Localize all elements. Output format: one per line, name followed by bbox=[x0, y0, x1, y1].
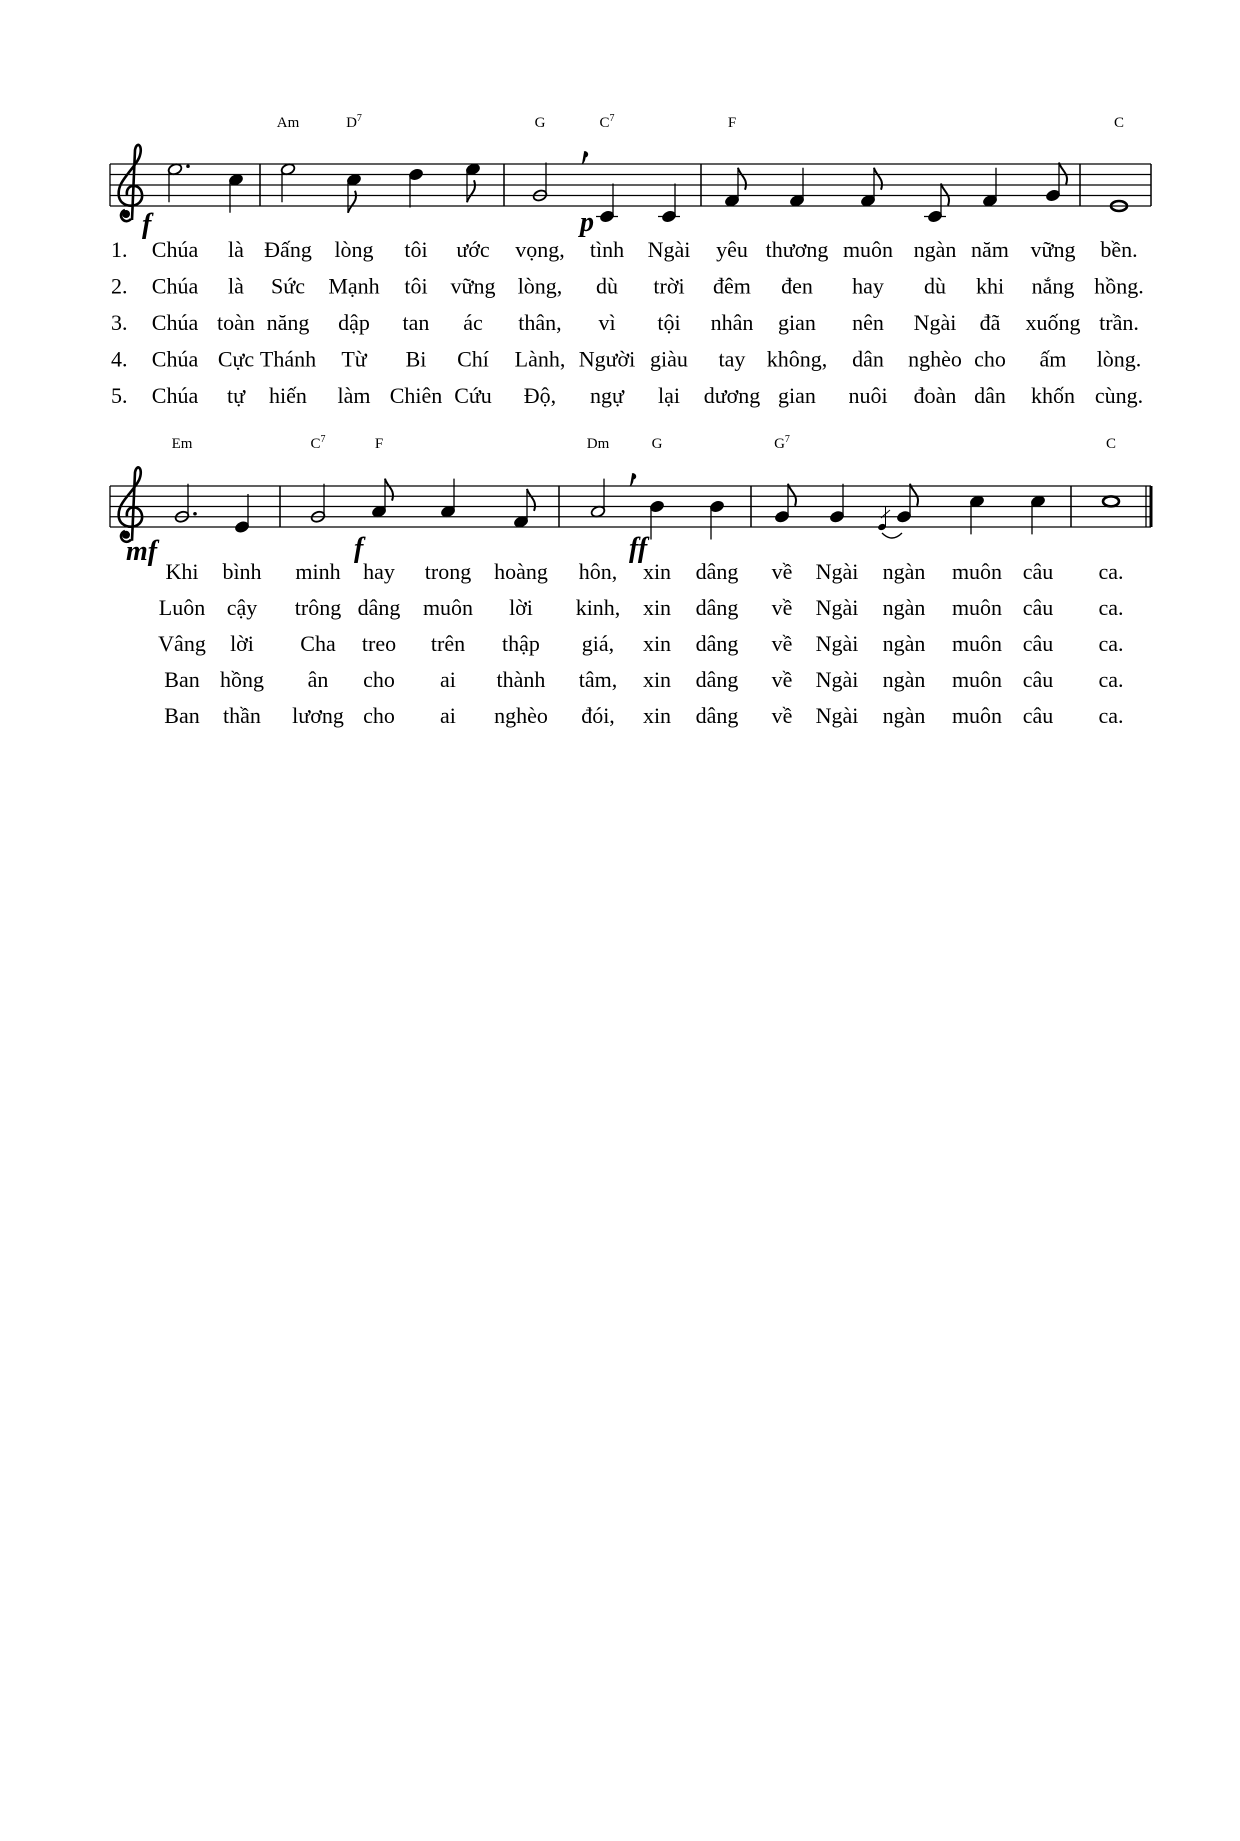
lyric-syllable: dâng bbox=[695, 631, 739, 656]
dynamic-marking: p bbox=[580, 207, 594, 238]
lyric-syllable: muôn bbox=[951, 703, 1003, 728]
lyric-syllable: thần bbox=[223, 703, 261, 728]
chord-symbol bbox=[587, 436, 610, 452]
lyric-syllable: hôn, bbox=[578, 559, 618, 584]
note-E4-quarter bbox=[234, 494, 250, 534]
lyric-syllable: vọng, bbox=[515, 237, 565, 262]
lyric-syllable: Ngài bbox=[815, 703, 859, 728]
lyric-syllable: dù bbox=[596, 273, 618, 299]
lyric-syllable: Bi bbox=[405, 346, 427, 372]
lyric-syllable: tội bbox=[657, 310, 681, 335]
lyric-syllable: trông bbox=[294, 595, 342, 620]
chord-symbol bbox=[1114, 115, 1124, 131]
lyric-syllable: lòng, bbox=[517, 273, 563, 299]
dynamic-marking: f bbox=[142, 209, 152, 240]
note-G4-quarter bbox=[829, 484, 845, 524]
dynamic-marking: mf bbox=[126, 536, 158, 567]
eighth-flag bbox=[467, 180, 475, 202]
note-D5-quarter bbox=[408, 168, 424, 208]
grace-slur bbox=[882, 533, 902, 538]
verse-number: 1. bbox=[111, 237, 128, 262]
chord-extension: 7 bbox=[320, 434, 326, 445]
lyric-syllable: dâng bbox=[695, 667, 739, 692]
chord-symbol bbox=[172, 436, 193, 452]
verse-number: 4. bbox=[111, 346, 128, 372]
lyric-syllable: tình bbox=[589, 237, 625, 262]
chord-extension: 7 bbox=[609, 113, 615, 124]
note-C5-quarter bbox=[228, 173, 244, 213]
note-F4-eighth bbox=[860, 168, 882, 208]
lyric-syllable: câu bbox=[1022, 667, 1054, 692]
lyric-syllable: xin bbox=[642, 631, 672, 656]
lyric-syllable: tan bbox=[402, 310, 430, 335]
eighth-flag bbox=[527, 489, 535, 511]
lyric-syllable: muôn bbox=[951, 631, 1003, 656]
lyric-syllable: ước bbox=[456, 237, 490, 262]
lyric-syllable: năng bbox=[266, 310, 310, 335]
lyric-syllable: về bbox=[771, 559, 793, 584]
chord-root: C bbox=[310, 436, 321, 452]
lyric-syllable: xin bbox=[642, 667, 672, 692]
lyric-syllable: là bbox=[228, 237, 244, 262]
lyric-syllable: thập bbox=[502, 631, 540, 656]
lyric-syllable: Luôn bbox=[158, 595, 206, 620]
lyric-syllable: giá, bbox=[581, 631, 615, 656]
lyric-syllable: hay bbox=[363, 559, 395, 584]
lyric-syllable: vững bbox=[1030, 237, 1076, 262]
lyric-syllable: ai bbox=[440, 703, 456, 728]
lyric-syllable: dập bbox=[338, 310, 370, 335]
lyric-syllable: ngàn bbox=[882, 703, 926, 728]
lyric-syllable: Lành, bbox=[514, 346, 566, 372]
lyric-syllable: Chúa bbox=[151, 310, 199, 335]
lyric-syllable: ca. bbox=[1098, 667, 1124, 692]
lyric-syllable: về bbox=[771, 631, 793, 656]
lyric-syllable: tôi bbox=[404, 237, 428, 262]
chord-root: D bbox=[346, 115, 357, 131]
augmentation-dot bbox=[193, 512, 197, 516]
lyric-syllable: Chúa bbox=[151, 237, 199, 262]
lyric-syllable: lương bbox=[292, 703, 344, 728]
chord-root: C bbox=[1113, 115, 1125, 131]
lyric-syllable: dâng bbox=[695, 595, 739, 620]
notehead-whole bbox=[1103, 496, 1119, 506]
eighth-flag bbox=[910, 484, 918, 506]
note-G4-eighth bbox=[1045, 163, 1067, 203]
lyric-syllable: cho bbox=[974, 346, 1006, 372]
verse-1-1 bbox=[111, 237, 1138, 262]
lyric-syllable: làm bbox=[337, 383, 371, 408]
note-C4-quarter bbox=[658, 184, 680, 224]
lyric-syllable: thương bbox=[765, 237, 829, 262]
lyric-syllable: Ngài bbox=[815, 595, 859, 620]
lyric-syllable: dâng bbox=[695, 559, 739, 584]
lyric-syllable: cậy bbox=[226, 595, 258, 620]
lyric-syllable: nghèo bbox=[494, 703, 548, 728]
lyric-syllable: ca. bbox=[1098, 595, 1124, 620]
chord-symbol bbox=[310, 434, 325, 452]
verse-1-3 bbox=[111, 310, 1139, 335]
augmentation-dot bbox=[186, 164, 190, 168]
lyric-syllable: không, bbox=[766, 346, 828, 372]
dynamic-marking: ff bbox=[629, 533, 648, 564]
lyric-syllable: về bbox=[771, 703, 793, 728]
chord-symbol bbox=[277, 115, 300, 131]
lyric-syllable: toàn bbox=[217, 310, 255, 335]
eighth-flag bbox=[738, 168, 746, 190]
lyric-syllable: nhân bbox=[710, 310, 754, 335]
lyric-syllable: ca. bbox=[1098, 631, 1124, 656]
chord-root: Em bbox=[171, 436, 193, 452]
note-G4-half bbox=[310, 484, 326, 524]
lyric-syllable: vững bbox=[450, 273, 496, 299]
chord-root: G bbox=[774, 436, 785, 452]
lyric-syllable: gian bbox=[778, 383, 816, 408]
lyric-syllable: hay bbox=[852, 273, 884, 299]
note-C4-quarter bbox=[596, 184, 618, 224]
lyric-syllable: dù bbox=[924, 273, 946, 299]
chord-symbol bbox=[774, 434, 790, 452]
lyric-syllable: xin bbox=[642, 559, 672, 584]
note-C5-eighth bbox=[346, 173, 362, 213]
lyric-syllable: tay bbox=[718, 346, 746, 372]
treble-clef-icon bbox=[119, 145, 142, 221]
lyric-syllable: khi bbox=[975, 273, 1005, 299]
lyric-syllable: Ban bbox=[164, 703, 200, 728]
lyric-syllable: Cứu bbox=[454, 383, 492, 408]
lyric-syllable: câu bbox=[1022, 559, 1054, 584]
eighth-flag bbox=[874, 168, 882, 190]
treble-clef-icon bbox=[119, 467, 142, 541]
lyric-syllable: đói, bbox=[581, 703, 615, 728]
note-C4-eighth bbox=[924, 184, 949, 224]
lyric-syllable: Ngài bbox=[913, 310, 957, 335]
lyric-syllable: Chiên bbox=[389, 383, 443, 408]
lyric-syllable: ân bbox=[307, 667, 329, 692]
lyric-syllable: hoàng bbox=[494, 559, 548, 584]
lyric-syllable: Độ, bbox=[523, 383, 557, 408]
lyric-syllable: Ngài bbox=[815, 559, 859, 584]
eighth-flag bbox=[788, 484, 796, 506]
verse-2-2 bbox=[159, 595, 1124, 620]
lyric-syllable: ngàn bbox=[882, 667, 926, 692]
lyric-syllable: cho bbox=[363, 667, 395, 692]
eighth-flag bbox=[1059, 163, 1067, 185]
lyric-syllable: xuống bbox=[1025, 310, 1081, 335]
lyric-syllable: Ban bbox=[164, 667, 200, 692]
note-F4-quarter bbox=[789, 168, 805, 208]
note-E5-eighth bbox=[465, 163, 481, 203]
verse-2-5 bbox=[164, 703, 1123, 728]
lyric-syllable: đêm bbox=[713, 273, 751, 299]
lyric-syllable: muôn bbox=[951, 667, 1003, 692]
lyric-syllable: trong bbox=[424, 559, 472, 584]
chord-root: G bbox=[651, 436, 663, 452]
lyric-syllable: Người bbox=[578, 346, 636, 372]
lyric-syllable: treo bbox=[361, 631, 397, 656]
lyric-syllable: bền. bbox=[1100, 237, 1138, 262]
lyric-syllable: ca. bbox=[1098, 703, 1124, 728]
chord-symbol bbox=[1106, 436, 1116, 452]
lyric-syllable: tâm, bbox=[578, 667, 618, 692]
lyric-syllable: Từ bbox=[341, 346, 367, 372]
lyric-syllable: giàu bbox=[650, 346, 688, 372]
lyric-syllable: muôn bbox=[951, 595, 1003, 620]
lyric-syllable: yêu bbox=[716, 237, 748, 262]
note-F4-quarter bbox=[982, 168, 998, 208]
verse-1-5 bbox=[111, 383, 1143, 408]
lyric-syllable: nghèo bbox=[908, 346, 962, 372]
lyric-syllable: đen bbox=[781, 273, 813, 299]
lyric-syllable: Đấng bbox=[264, 237, 312, 262]
verse-2-4 bbox=[164, 667, 1123, 692]
chord-root: Am bbox=[276, 115, 300, 131]
lyric-syllable: ngự bbox=[590, 383, 624, 408]
note-C5-quarter bbox=[969, 495, 985, 535]
eighth-flag bbox=[348, 191, 356, 213]
lyric-syllable: Cực bbox=[217, 346, 255, 372]
dynamic-marking: f bbox=[354, 533, 364, 564]
lyric-syllable: ác bbox=[463, 310, 483, 335]
lyric-syllable: năm bbox=[971, 237, 1009, 262]
lyric-syllable: nuôi bbox=[848, 383, 888, 408]
lyric-syllable: vì bbox=[598, 310, 616, 335]
lyric-syllable: Chúa bbox=[151, 383, 199, 408]
chord-extension: 7 bbox=[356, 113, 362, 124]
lyric-syllable: cùng. bbox=[1094, 383, 1144, 408]
lyric-syllable: lòng. bbox=[1096, 346, 1142, 372]
lyric-syllable: Chúa bbox=[151, 346, 199, 372]
note-G4-half bbox=[532, 152, 587, 202]
lyric-syllable: dân bbox=[852, 346, 884, 372]
staff-system-1 bbox=[110, 113, 1151, 408]
verse-1-4 bbox=[111, 347, 1141, 372]
chord-symbol bbox=[375, 436, 383, 452]
lyric-syllable: câu bbox=[1022, 595, 1054, 620]
lyric-syllable: dâng bbox=[695, 703, 739, 728]
lyric-syllable: ai bbox=[440, 667, 456, 692]
lyric-syllable: Thánh bbox=[259, 346, 317, 372]
chord-extension: 7 bbox=[784, 434, 790, 445]
lyric-syllable: muôn bbox=[842, 237, 894, 262]
lyric-syllable: gian bbox=[778, 310, 816, 335]
lyric-syllable: bình bbox=[222, 559, 262, 584]
note-G4-eighth bbox=[877, 484, 918, 538]
lyric-syllable: dân bbox=[974, 383, 1006, 408]
lyric-syllable: Chí bbox=[457, 346, 489, 372]
lyric-syllable: câu bbox=[1022, 631, 1054, 656]
lyric-syllable: tự bbox=[226, 383, 246, 408]
lyric-syllable: thành bbox=[496, 667, 546, 692]
lyric-syllable: là bbox=[228, 273, 244, 299]
lyric-syllable: Sức bbox=[271, 273, 305, 299]
lyric-syllable: Mạnh bbox=[328, 273, 380, 299]
lyric-syllable: ấm bbox=[1039, 346, 1067, 372]
chord-symbol bbox=[728, 115, 736, 131]
lyric-syllable: hiến bbox=[269, 383, 307, 408]
lyric-syllable: ngàn bbox=[882, 595, 926, 620]
verse-2-3 bbox=[158, 631, 1123, 656]
verse-number: 2. bbox=[111, 273, 128, 299]
chord-root: Dm bbox=[586, 436, 610, 452]
chord-symbol bbox=[652, 436, 663, 452]
lyric-syllable: hồng. bbox=[1094, 273, 1144, 299]
lyric-syllable: về bbox=[771, 667, 793, 692]
lyric-syllable: xin bbox=[642, 703, 672, 728]
verse-number: 3. bbox=[111, 310, 128, 335]
lyric-syllable: câu bbox=[1022, 703, 1054, 728]
lyric-syllable: ca. bbox=[1098, 559, 1124, 584]
lyric-syllable: Ngài bbox=[815, 667, 859, 692]
lyric-syllable: dâng bbox=[357, 595, 401, 620]
lyric-syllable: Khi bbox=[165, 559, 199, 584]
lyric-syllable: thân, bbox=[518, 310, 562, 335]
lyric-syllable: hồng bbox=[220, 667, 264, 692]
lyric-syllable: Chúa bbox=[151, 273, 199, 299]
verse-2-1 bbox=[166, 559, 1124, 584]
staff-system-2 bbox=[110, 434, 1151, 728]
lyric-syllable: lời bbox=[509, 595, 533, 620]
lyric-syllable: lời bbox=[230, 631, 254, 656]
chord-symbol bbox=[599, 113, 614, 131]
lyric-syllable: ngàn bbox=[913, 237, 957, 262]
lyric-syllable: Cha bbox=[300, 631, 336, 656]
chord-root: F bbox=[727, 115, 737, 131]
lyric-syllable: lòng bbox=[334, 237, 374, 262]
lyric-syllable: đoàn bbox=[913, 383, 957, 408]
chord-root: C bbox=[1105, 436, 1117, 452]
lyric-syllable: nắng bbox=[1031, 273, 1075, 299]
lyric-syllable: ngàn bbox=[882, 631, 926, 656]
lyric-syllable: tôi bbox=[404, 273, 428, 299]
note-C5-whole bbox=[1103, 496, 1119, 506]
breath-mark-icon bbox=[582, 152, 588, 164]
note-E5-half bbox=[167, 163, 190, 203]
note-G4-half bbox=[174, 484, 197, 524]
eighth-flag bbox=[941, 184, 949, 206]
eighth-flag bbox=[385, 479, 393, 501]
lyric-syllable: lại bbox=[658, 383, 680, 408]
lyric-syllable: trên bbox=[430, 631, 466, 656]
lyric-syllable: muôn bbox=[422, 595, 474, 620]
breath-mark-icon bbox=[630, 474, 636, 486]
verse-number: 5. bbox=[111, 383, 128, 408]
lyric-syllable: Ngài bbox=[815, 631, 859, 656]
lyric-syllable: Ngài bbox=[647, 237, 691, 262]
note-C5-quarter bbox=[1030, 495, 1046, 535]
lyric-syllable: minh bbox=[295, 559, 341, 584]
chord-symbol bbox=[535, 115, 546, 131]
lyric-syllable: trời bbox=[653, 273, 685, 299]
lyric-syllable: Vâng bbox=[158, 631, 206, 656]
note-F4-eighth bbox=[513, 489, 535, 529]
note-E5-half bbox=[280, 163, 296, 203]
lyric-syllable: cho bbox=[363, 703, 395, 728]
lyric-syllable: ngàn bbox=[882, 559, 926, 584]
note-A4-eighth bbox=[371, 479, 393, 519]
note-G4-eighth bbox=[774, 484, 796, 524]
lyric-syllable: đã bbox=[979, 310, 1001, 335]
lyric-syllable: xin bbox=[642, 595, 672, 620]
chord-root: F bbox=[374, 436, 384, 452]
note-B4-quarter bbox=[709, 500, 725, 540]
note-B4-quarter bbox=[649, 500, 665, 540]
lyric-syllable: nên bbox=[852, 310, 884, 335]
chord-root: C bbox=[599, 115, 610, 131]
chord-symbol bbox=[346, 113, 362, 131]
lyric-syllable: về bbox=[771, 595, 793, 620]
verse-1-2 bbox=[111, 274, 1144, 299]
treble-clef-icon-dot bbox=[122, 210, 130, 218]
lyric-syllable: muôn bbox=[951, 559, 1003, 584]
lyric-syllable: khốn bbox=[1031, 383, 1075, 408]
lyric-syllable: kinh, bbox=[575, 595, 621, 620]
lyric-syllable: dương bbox=[703, 383, 761, 408]
note-A4-quarter bbox=[440, 479, 456, 519]
lyric-syllable: trần. bbox=[1099, 310, 1139, 335]
chord-root: G bbox=[534, 115, 546, 131]
note-F4-eighth bbox=[724, 168, 746, 208]
